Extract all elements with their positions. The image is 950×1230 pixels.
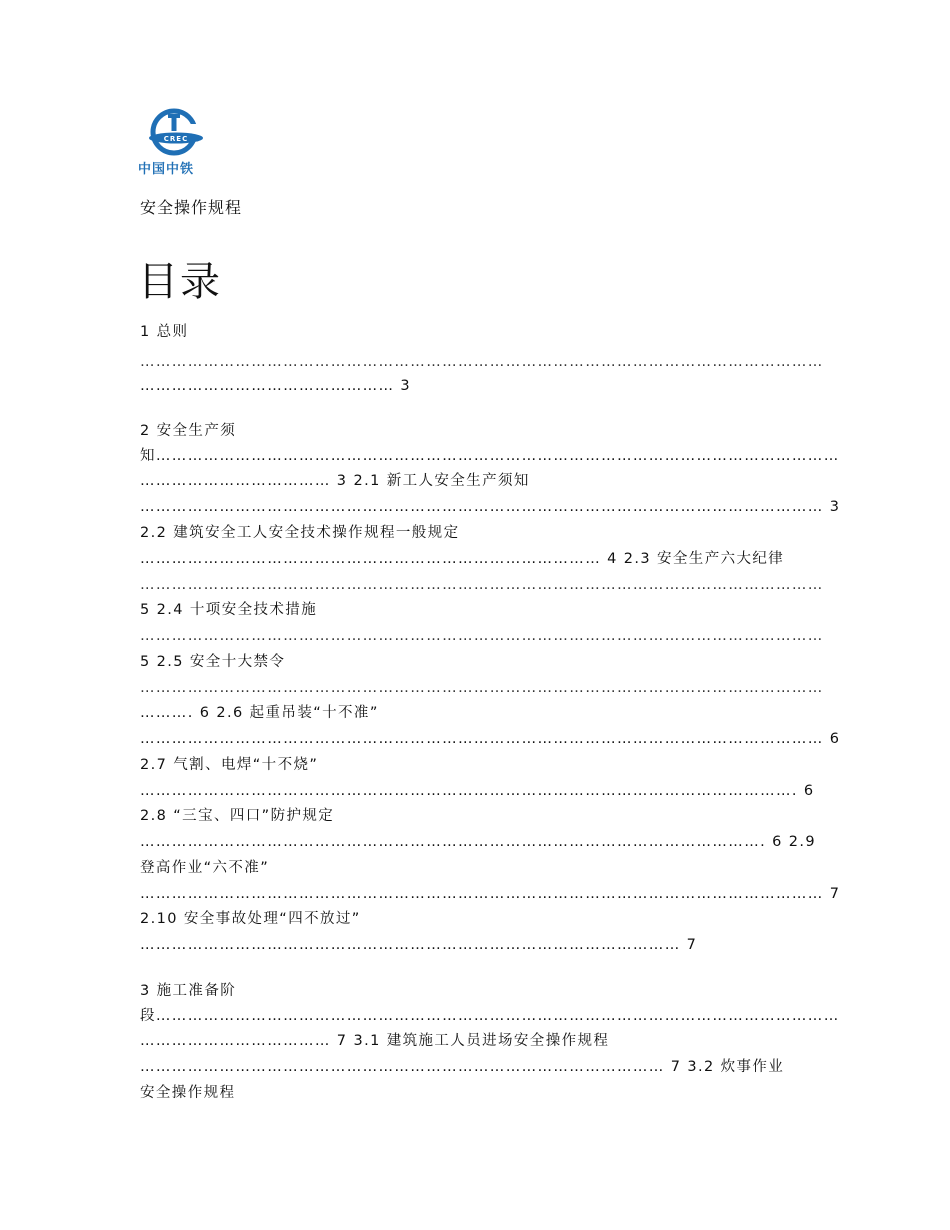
toc-line: ………………………………………………………………………………………………………………… 3 xyxy=(140,499,841,515)
toc-line: ………………………………………………………………………………………………………………… 6 xyxy=(140,731,841,747)
toc-line: …………………………………………………………………………… 4 2.3 安全生产六大纪律 xyxy=(140,551,785,567)
toc-line: ………………………………………………………………………………………………………………… xyxy=(140,577,824,593)
toc-line: 1 总则 xyxy=(140,324,189,340)
toc-line: ………………………………………………………………………………………………………………… 7 xyxy=(140,886,841,902)
logo-text: 中国中铁 xyxy=(138,162,195,177)
toc-line: 2.8 “三宝、四口”防护规定 xyxy=(140,808,335,824)
toc-line: ……………………………………………………………………………………… 7 3.2 炊事作业 xyxy=(140,1059,785,1075)
toc-line: 5 2.5 安全十大禁令 xyxy=(140,654,286,670)
toc-line: 知………………………………………………………………………………………………………………… xyxy=(140,448,840,464)
toc-line: ………………………………………… 3 xyxy=(140,378,412,394)
toc-line: ……………………………… 3 2.1 新工人安全生产须知 xyxy=(140,473,530,489)
toc-line: 2.10 安全事故处理“四不放过” xyxy=(140,911,361,927)
toc-line: 安全操作规程 xyxy=(140,1085,236,1101)
toc-line: 5 2.4 十项安全技术措施 xyxy=(140,602,318,618)
toc-line: 2 安全生产须 xyxy=(140,423,237,439)
svg-text:CREC: CREC xyxy=(163,135,189,143)
toc-line: ………………………………………………………………………………………………………………… xyxy=(140,354,824,370)
toc-title: 目录 xyxy=(138,259,222,305)
toc-line: ……………………………… 7 3.1 建筑施工人员进场安全操作规程 xyxy=(140,1033,610,1049)
toc-line: 段………………………………………………………………………………………………………………… xyxy=(140,1008,840,1024)
toc-line: 登高作业“六不准” xyxy=(140,860,270,876)
document-subtitle: 安全操作规程 xyxy=(140,198,243,217)
crec-emblem-icon xyxy=(138,108,212,156)
toc-line: ………………………………………………………………………………………………………………… xyxy=(140,628,824,644)
toc-line: ………. 6 2.6 起重吊装“十不准” xyxy=(140,705,379,721)
toc-line: 2.7 气割、电焊“十不烧” xyxy=(140,757,319,773)
toc-line: 3 施工准备阶 xyxy=(140,983,237,999)
toc-line: ………………………………………………………………………………………………………………… xyxy=(140,680,824,696)
toc-line: ………………………………………………………………………………………… 7 xyxy=(140,937,698,953)
toc-line: 2.2 建筑安全工人安全技术操作规程一般规定 xyxy=(140,525,460,541)
company-logo xyxy=(138,108,212,178)
toc-line: ………………………………………………………………………………………………………. 6 2.9 xyxy=(140,834,817,850)
toc-line: ……………………………………………………………………………………………………………. 6 xyxy=(140,783,815,799)
